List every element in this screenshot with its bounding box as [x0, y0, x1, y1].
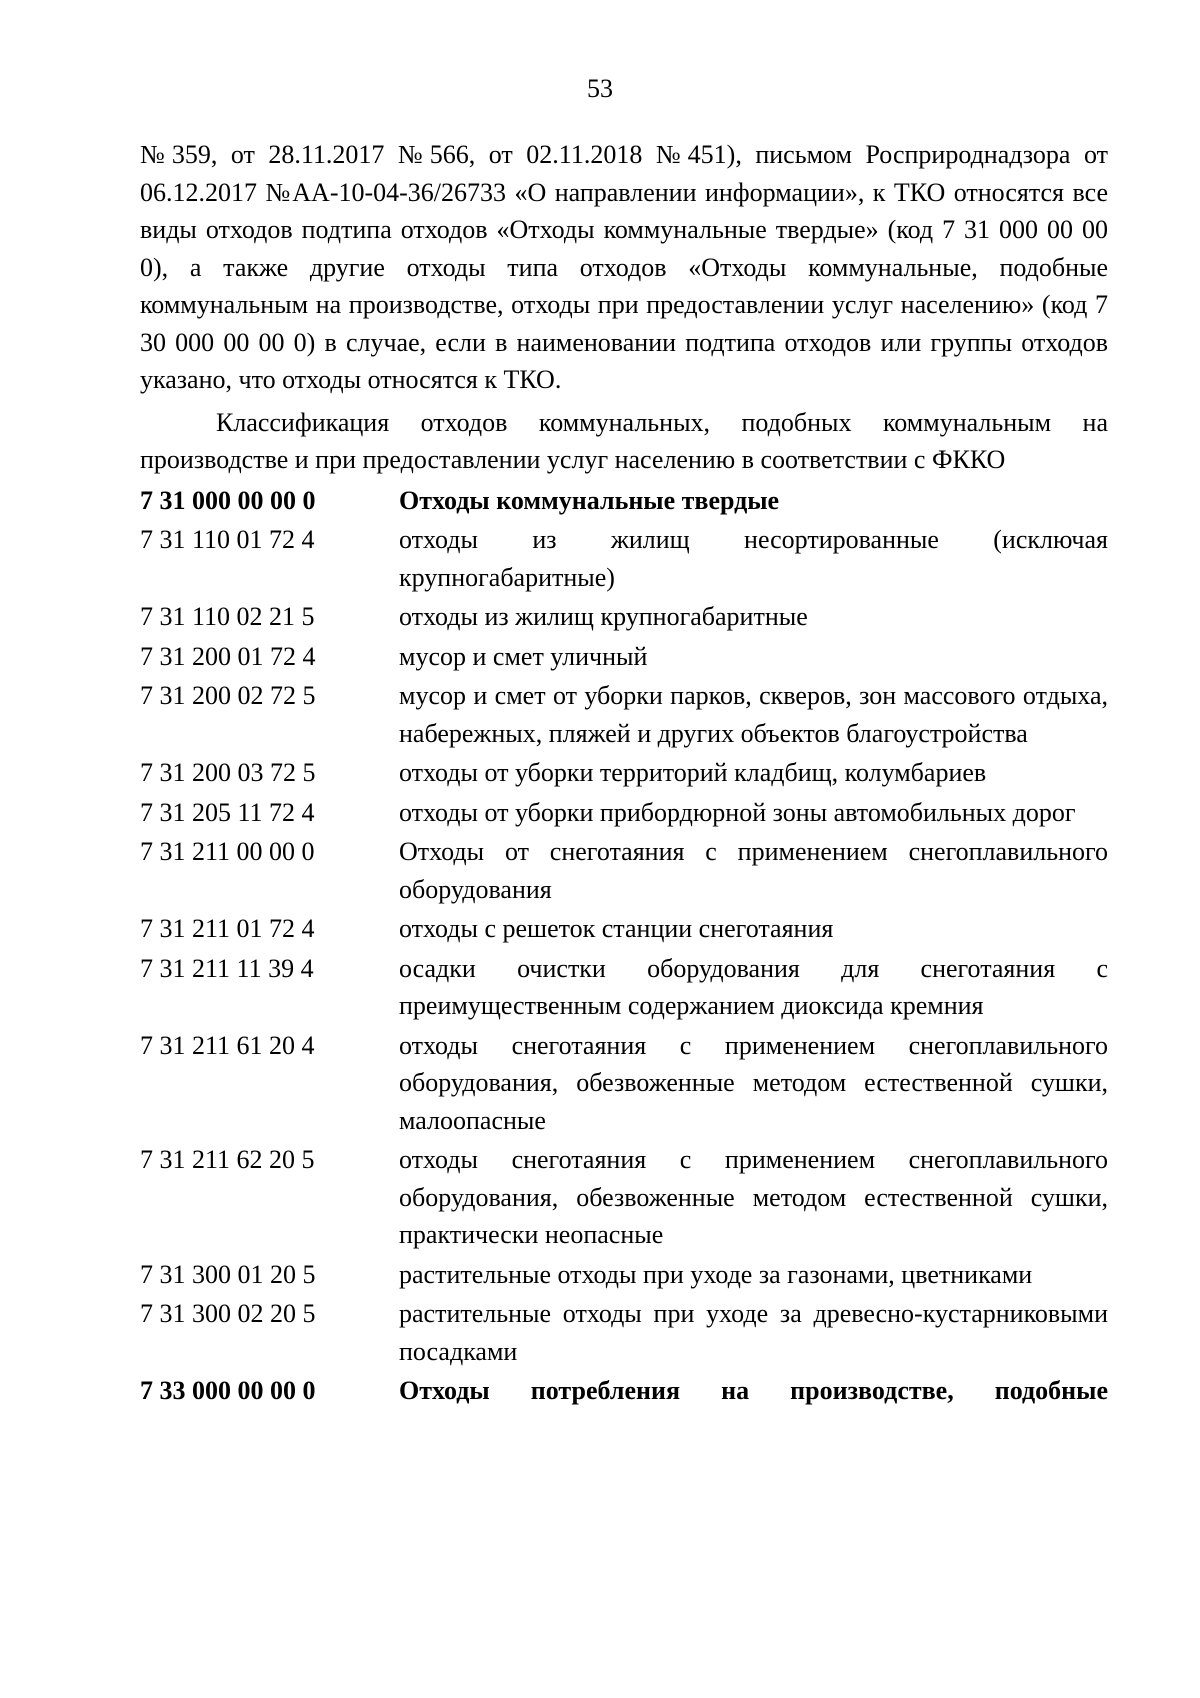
- table-row: [140, 833, 1108, 908]
- table-row: [140, 754, 1108, 792]
- table-row: [140, 910, 1108, 948]
- table-row: [140, 638, 1108, 676]
- table-row: [140, 1295, 1108, 1370]
- waste-description: отходы из жилищ крупногабаритные: [399, 602, 808, 631]
- waste-code: 7 31 211 62 20 5: [140, 1145, 315, 1174]
- waste-code: 7 31 200 01 72 4: [140, 641, 316, 671]
- waste-description: растительные отходы при уходе за древесно-кустарниковыми посадками: [399, 1299, 1108, 1366]
- waste-description: Отходы потребления на производстве, подобные: [399, 1376, 1108, 1405]
- page-number: 53: [587, 74, 613, 103]
- waste-code: 7 31 211 01 72 4: [140, 914, 315, 943]
- table-row: [140, 1256, 1108, 1294]
- intro-paragraph: №359, от 28.11.2017 №566, от 02.11.2018 №451), письмом Росприроднадзора от 06.12.2017 №АА-10-04-36/26733 «О направлении информации», к ТКО относятся все виды отходов подтипа отходов «Отходы коммунальные твердые» (код 7 31 000 00 00 0), а также другие отходы типа отходов «Отходы коммунальные, подобные коммунальным на производстве, отходы при предоставлении услуг населению» (код 7 30 000 00 00 0) в случае, если в наименовании подтипа отходов или группы отходов указано, что отходы относятся к ТКО.: [140, 140, 1108, 394]
- waste-code: 7 31 110 02 21 5: [140, 602, 315, 631]
- table-row: [140, 521, 1108, 596]
- waste-description: осадки очистки оборудования для снеготаяния с преимущественным содержанием диоксида кремния: [399, 953, 1108, 1020]
- document-body: [140, 136, 1108, 1410]
- table-row: [140, 794, 1108, 832]
- waste-code: 7 31 300 02 20 5: [140, 1299, 316, 1328]
- waste-description: отходы с решеток станции снеготаяния: [399, 914, 834, 943]
- waste-code: 7 33 000 00 00 0: [140, 1376, 316, 1405]
- table-row: [140, 482, 1108, 520]
- waste-description: отходы от уборки территорий кладбищ, колумбариев: [399, 758, 987, 787]
- waste-code: 7 31 211 00 00 0: [140, 837, 315, 866]
- waste-description: отходы из жилищ несортированные (исключая крупногабаритные): [399, 525, 1108, 592]
- waste-description: отходы от уборки прибордюрной зоны автомобильных дорог: [399, 797, 1076, 827]
- waste-code: 7 31 200 02 72 5: [140, 681, 316, 710]
- waste-description: мусор и смет от уборки парков, скверов, зон массового отдыха, набережных, пляжей и других объектов благоустройства: [399, 681, 1108, 748]
- table-row: [140, 950, 1108, 1025]
- waste-code: 7 31 211 61 20 4: [140, 1030, 315, 1060]
- table-row: [140, 1027, 1108, 1140]
- table-row: [140, 598, 1108, 636]
- table-row: [140, 1141, 1108, 1254]
- table-row: [140, 1372, 1108, 1410]
- table-row: [140, 677, 1108, 752]
- waste-description: отходы снеготаяния с применением снегоплавильного оборудования, обезвоженные методом естественной сушки, малоопасные: [399, 1030, 1108, 1135]
- waste-code: 7 31 205 11 72 4: [140, 797, 315, 827]
- waste-code: 7 31 200 03 72 5: [140, 758, 316, 787]
- waste-description: мусор и смет уличный: [399, 641, 648, 671]
- waste-code: 7 31 110 01 72 4: [140, 525, 315, 554]
- waste-description: растительные отходы при уходе за газонами, цветниками: [399, 1259, 1033, 1289]
- waste-code: 7 31 211 11 39 4: [140, 953, 314, 983]
- waste-code: 7 31 000 00 00 0: [140, 485, 316, 515]
- classification-heading: Классификация отходов коммунальных, подобных коммунальным на производстве и при предоставлении услуг населению в соответствии с ФККО: [140, 407, 1108, 474]
- waste-code: 7 31 300 01 20 5: [140, 1259, 316, 1289]
- waste-description: Отходы коммунальные твердые: [399, 485, 780, 515]
- waste-description: Отходы от снеготаяния с применением снегоплавильного оборудования: [399, 837, 1108, 904]
- waste-description: отходы снеготаяния с применением снегоплавильного оборудования, обезвоженные методом естественной сушки, практически неопасные: [399, 1145, 1108, 1249]
